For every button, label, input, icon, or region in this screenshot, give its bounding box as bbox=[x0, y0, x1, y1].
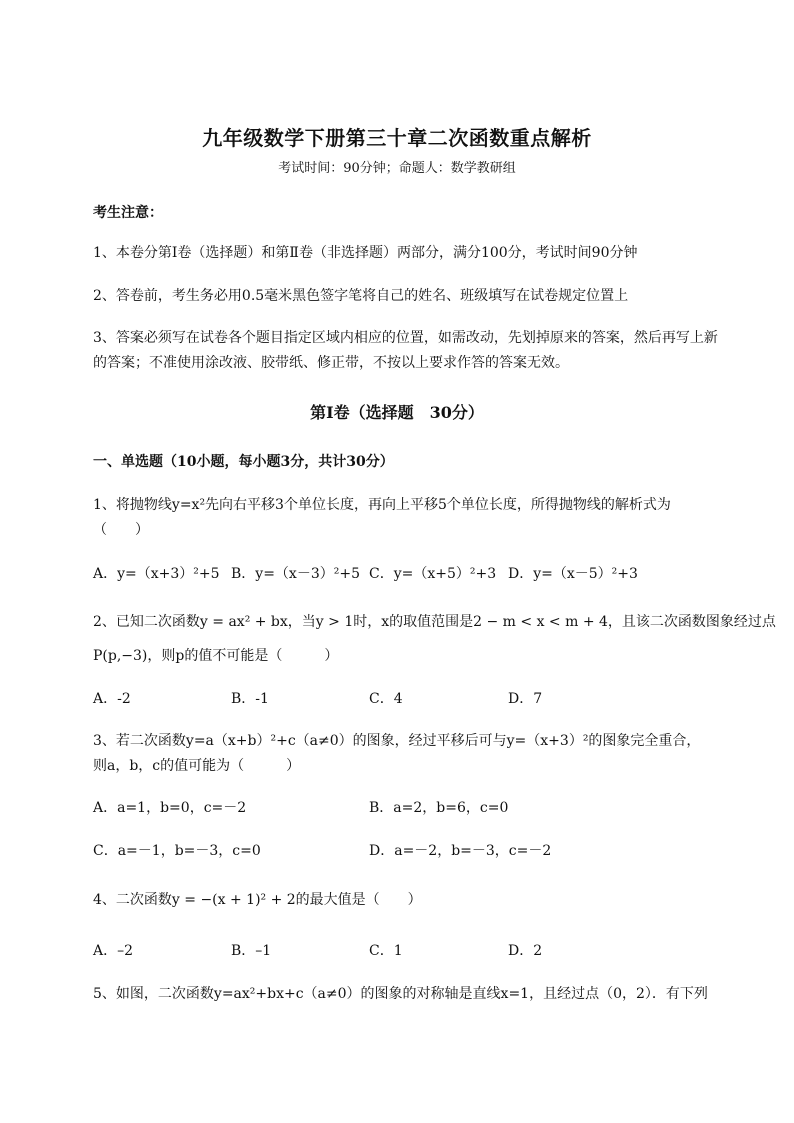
page-subtitle: 考试时间：90分钟；命题人：数学教研组 bbox=[278, 161, 516, 176]
page-title: 九年级数学下册第三十章二次函数重点解析 bbox=[202, 126, 592, 150]
part-heading: 一、单选题（10小题，每小题3分，共计30分） bbox=[93, 454, 394, 470]
question-3-stem: 3、若二次函数y=a（x+b）²+c（a≠0）的图象，经过平移后可与y=（x+3）²的图象完全重合， bbox=[93, 733, 701, 749]
question-1-stem-cont: （ ） bbox=[93, 522, 149, 538]
question-4-option-b: B．–1 bbox=[231, 943, 272, 959]
question-2-option-d: D．7 bbox=[508, 691, 543, 707]
question-3-option-d: D．a=－2，b=－3，c=－2 bbox=[369, 843, 552, 859]
question-1-option-a: A．y=（x+3）²+5 bbox=[93, 566, 220, 582]
question-1-option-b: B．y=（x－3）²+5 bbox=[231, 566, 360, 582]
question-2-option-a: A．-2 bbox=[93, 691, 131, 707]
question-2-stem-cont: P(p,−3)，则p的值不可能是（ ） bbox=[93, 648, 339, 664]
note-item-2: 2、答卷前，考生务必用0.5毫米黑色签字笔将自己的姓名、班级填写在试卷规定位置上 bbox=[93, 288, 629, 304]
question-3-option-b: B．a=2，b=6，c=0 bbox=[369, 800, 509, 816]
question-4-option-d: D．2 bbox=[508, 943, 543, 959]
question-1-stem: 1、将抛物线y=x²先向右平移3个单位长度，再向上平移5个单位长度，所得抛物线的解析式为 bbox=[93, 497, 671, 513]
question-1-option-d: D．y=（x－5）²+3 bbox=[508, 566, 638, 582]
question-1-option-c: C．y=（x+5）²+3 bbox=[369, 566, 497, 582]
note-item-1: 1、本卷分第Ⅰ卷（选择题）和第Ⅱ卷（非选择题）两部分，满分100分，考试时间90分钟 bbox=[93, 245, 638, 261]
question-3-stem-cont: 则a，b，c的值可能为（ ） bbox=[93, 758, 301, 774]
note-item-3: 3、答案必须写在试卷各个题目指定区域内相应的位置，如需改动，先划掉原来的答案，然后再写上新 bbox=[93, 330, 718, 346]
section-title: 第Ⅰ卷（选择题 30分） bbox=[310, 403, 484, 422]
question-5-stem: 5、如图，二次函数y=ax²+bx+c（a≠0）的图象的对称轴是直线x=1，且经过点（0，2）．有下列 bbox=[93, 986, 708, 1002]
question-2-option-c: C．4 bbox=[369, 691, 403, 707]
question-4-stem: 4、二次函数y = −(x + 1)² + 2的最大值是（ ） bbox=[93, 892, 422, 908]
question-2-stem: 2、已知二次函数y = ax² + bx，当y > 1时，x的取值范围是2 − m < x < m + 4，且该二次函数图象经过点 bbox=[93, 614, 776, 630]
question-3-option-a: A．a=1，b=0，c=－2 bbox=[93, 800, 247, 816]
notes-heading: 考生注意： bbox=[93, 205, 163, 221]
question-4-option-a: A．–2 bbox=[93, 943, 134, 959]
question-3-option-c: C．a=－1，b=－3，c=0 bbox=[93, 843, 261, 859]
question-4-option-c: C．1 bbox=[369, 943, 403, 959]
question-2-option-b: B．-1 bbox=[231, 691, 269, 707]
note-item-3-cont: 的答案；不准使用涂改液、胶带纸、修正带，不按以上要求作答的答案无效。 bbox=[93, 355, 569, 371]
